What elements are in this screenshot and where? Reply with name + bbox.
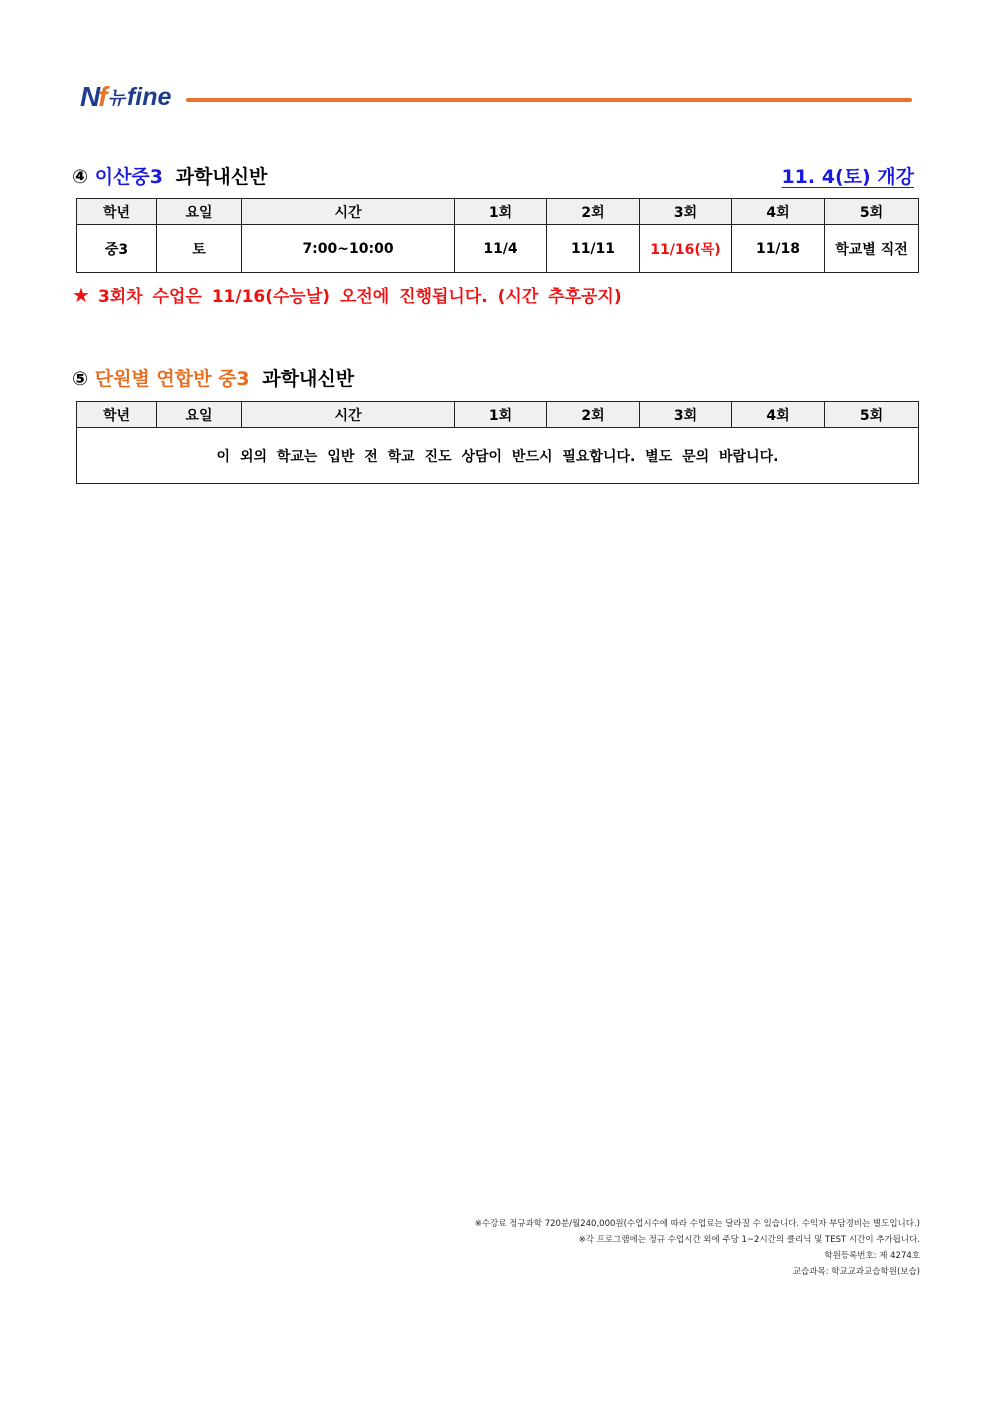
header-session-1: 1회 <box>455 199 547 225</box>
section-4-number: ④ <box>72 166 89 188</box>
section-5-school: 단원별 연합반 중3 <box>94 368 250 390</box>
header-session-5: 5회 <box>825 199 919 225</box>
section-4-notice <box>72 282 622 307</box>
cell-time: 7:00~10:00 <box>242 225 455 273</box>
logo-korean-text: 뉴 <box>107 88 125 109</box>
cell-day: 토 <box>157 225 242 273</box>
cell-session-5: 학교별 직전 <box>825 225 919 273</box>
section-4-title <box>72 162 267 189</box>
header-time: 시간 <box>242 402 455 428</box>
header-session-4: 4회 <box>732 402 825 428</box>
header-grade: 학년 <box>77 402 157 428</box>
header-grade: 학년 <box>77 199 157 225</box>
cell-grade: 중3 <box>77 225 157 273</box>
section-5-number: ⑤ <box>72 368 89 390</box>
section-5-title <box>72 364 354 391</box>
table-header-row <box>77 402 919 428</box>
header-divider <box>186 98 912 102</box>
cell-session-2: 11/11 <box>547 225 640 273</box>
star-icon: ★ <box>72 282 90 307</box>
cell-session-1: 11/4 <box>455 225 547 273</box>
header-day: 요일 <box>157 402 242 428</box>
table-row <box>77 225 919 273</box>
section-4-course: 과학내신반 <box>175 166 268 188</box>
logo-english-text: fine <box>126 82 172 111</box>
footer-notes <box>475 1216 920 1280</box>
section-5-schedule-table <box>76 401 919 484</box>
header-session-1: 1회 <box>455 402 547 428</box>
section-4-school: 이산중3 <box>94 166 164 188</box>
header-session-2: 2회 <box>547 199 640 225</box>
notice-text: 3회차 수업은 11/16(수능날) 오전에 진행됩니다. (시간 추후공지) <box>97 287 622 307</box>
header-session-4: 4회 <box>732 199 825 225</box>
footer-registration-number: 학원등록번호: 제 4274호 <box>824 1251 920 1261</box>
header-session-3: 3회 <box>640 199 732 225</box>
table-row <box>77 428 919 484</box>
section-5-course: 과학내신반 <box>262 368 355 390</box>
cell-session-3: 11/16(목) <box>640 225 732 273</box>
header-session-2: 2회 <box>547 402 640 428</box>
footer-subject: 교습과목: 학교교과교습학원(보습) <box>792 1267 920 1277</box>
section-4-schedule-table <box>76 198 919 273</box>
header-day: 요일 <box>157 199 242 225</box>
brand-logo <box>80 80 171 114</box>
logo-mark: Nf <box>80 81 106 112</box>
header-time: 시간 <box>242 199 455 225</box>
footer-clinic-note: ※각 프로그램에는 정규 수업시간 외에 주당 1~2시간의 클리닉 및 TEST 시간이 추가됩니다. <box>578 1235 920 1245</box>
footer-tuition-note: ※수강료 정규과학 720분/월240,000원(수업시수에 따라 수업료는 달라질 수 있습니다. 수익자 부담경비는 별도입니다.) <box>474 1219 920 1229</box>
table-header-row <box>77 199 919 225</box>
inquiry-message: 이 외의 학교는 입반 전 학교 진도 상담이 반드시 필요합니다. 별도 문의 바랍니다. <box>77 428 919 484</box>
cell-session-4: 11/18 <box>732 225 825 273</box>
section-4-open-date: 11. 4(토) 개강 <box>781 166 914 188</box>
header-session-5: 5회 <box>825 402 919 428</box>
header-session-3: 3회 <box>640 402 732 428</box>
